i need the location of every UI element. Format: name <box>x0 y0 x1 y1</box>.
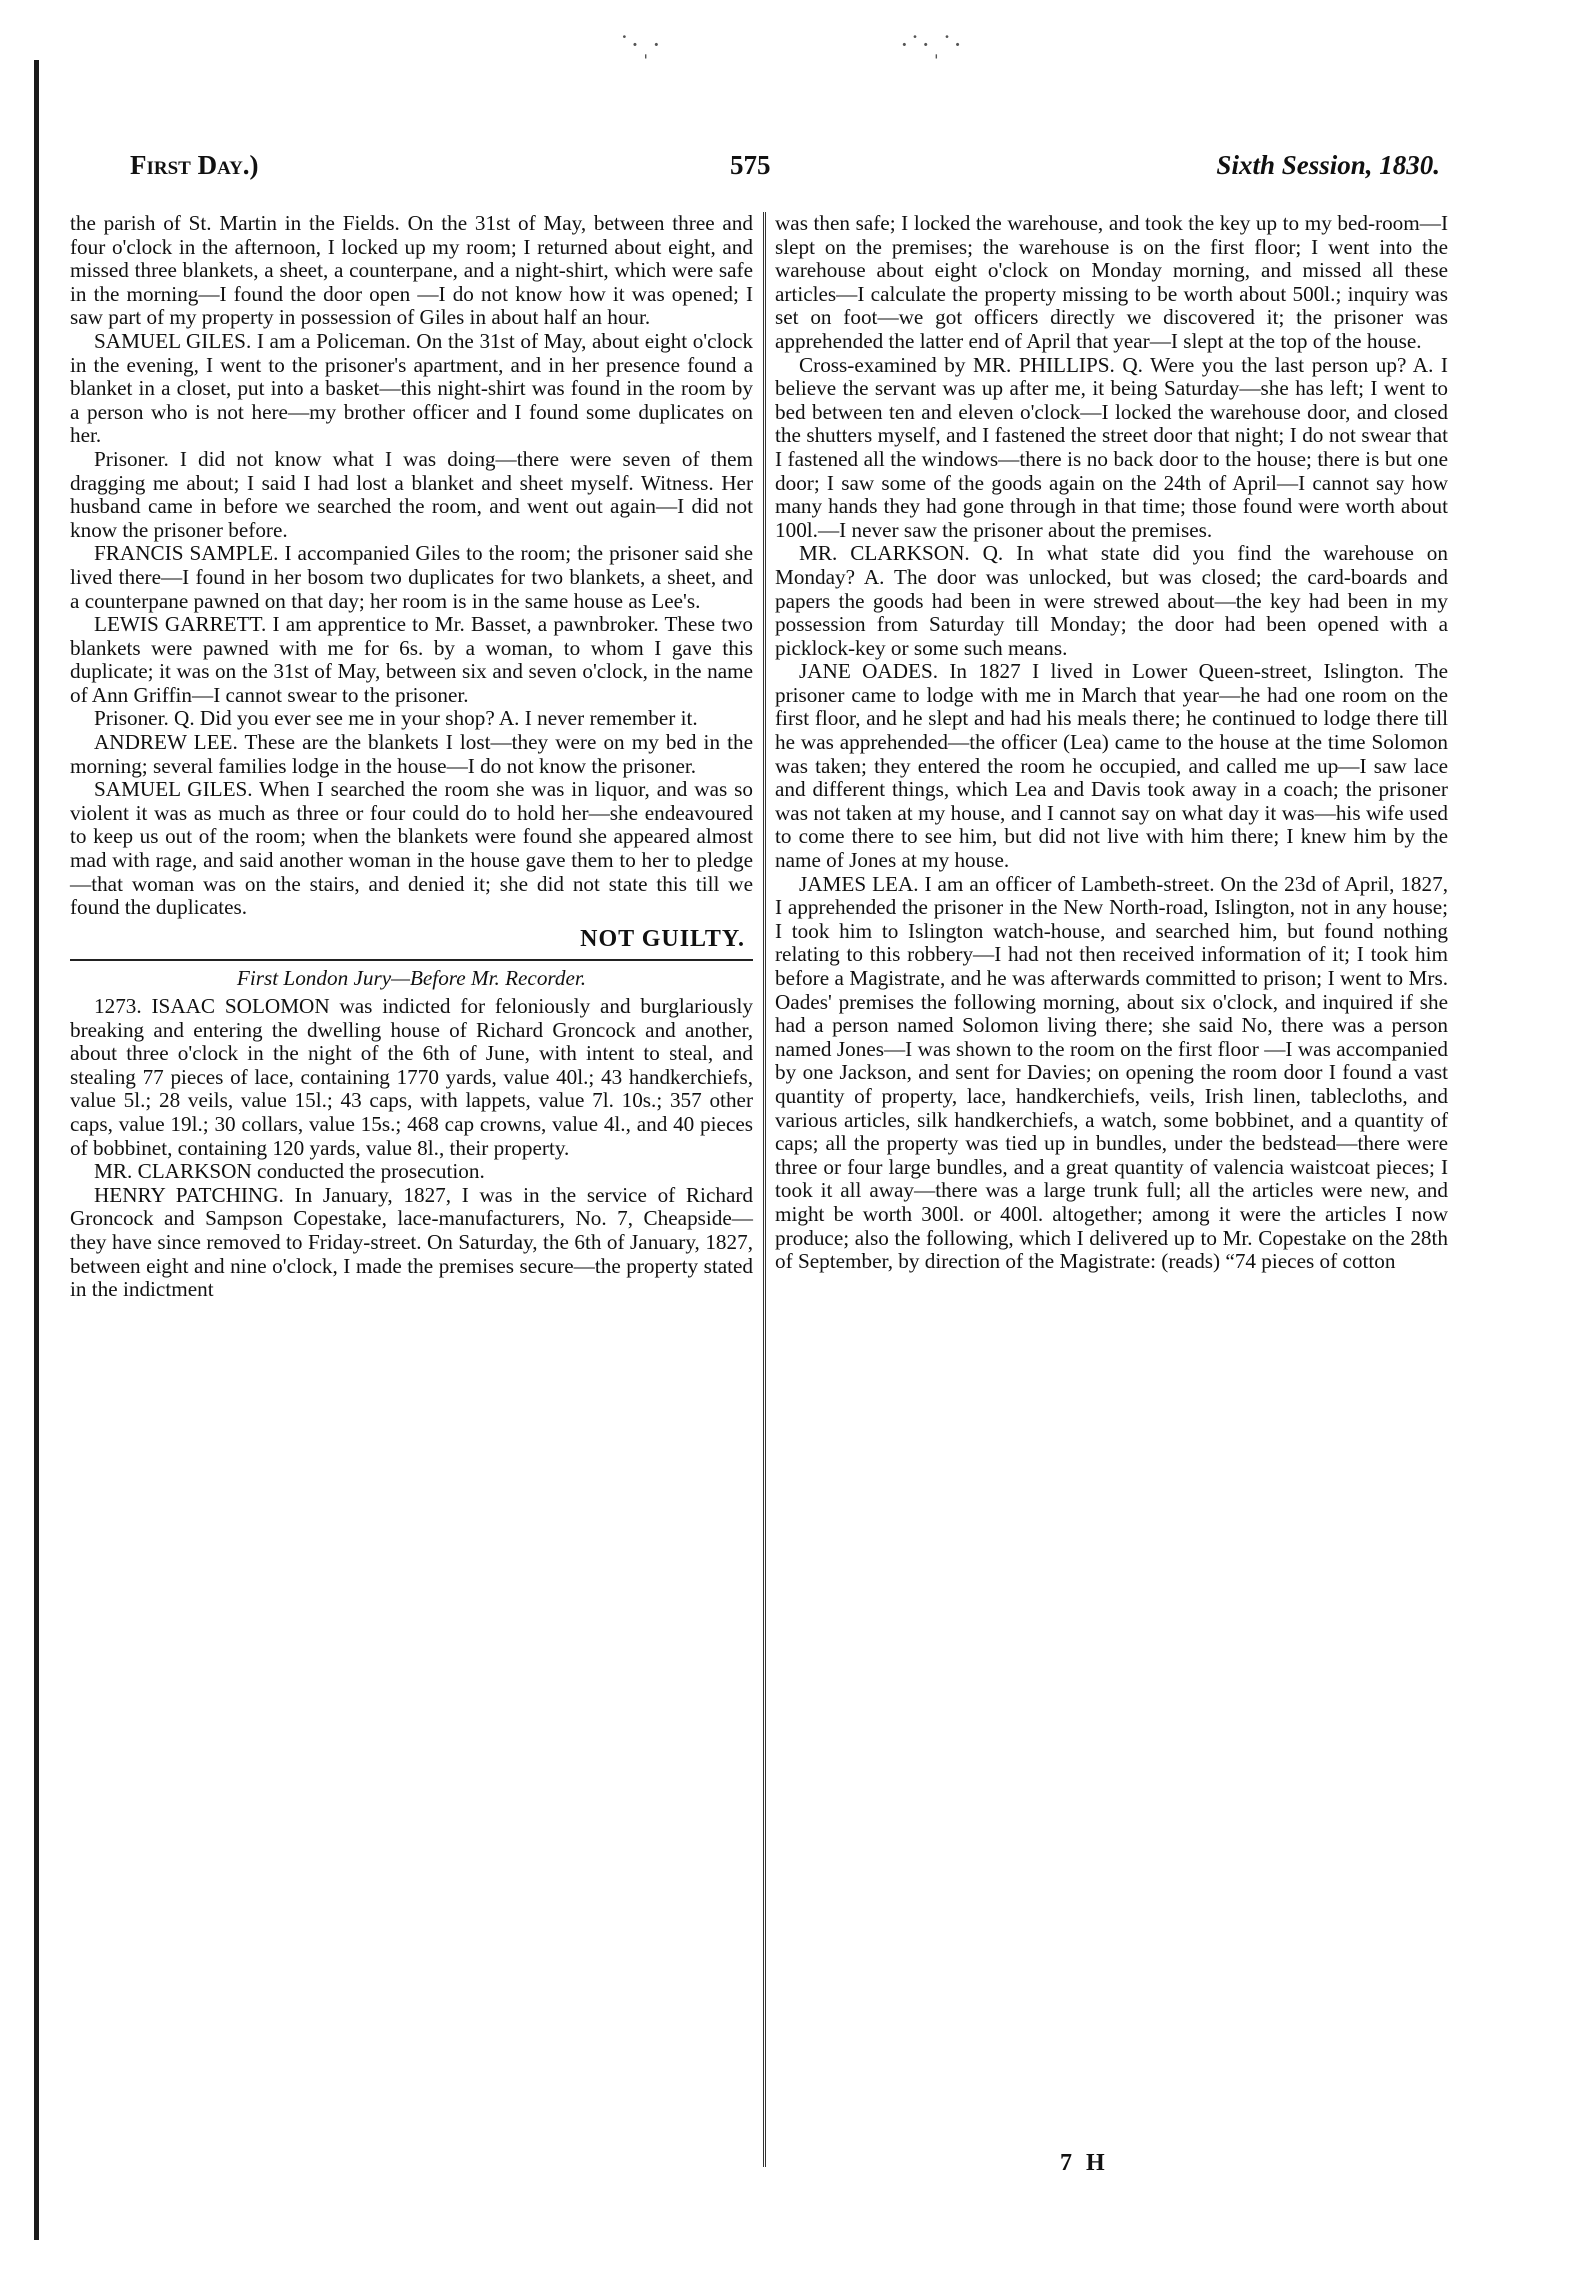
header-left: First Day.) <box>130 150 259 180</box>
signature-mark: 7 H <box>1060 2150 1109 2176</box>
page-number: 575 <box>730 150 771 180</box>
section-rule <box>70 959 753 961</box>
paragraph: SAMUEL GILES. I am a Policeman. On the 31st of May, about eight o'clock in the evening, I went to the prisoner's apartment, and in her presence found a blanket in a closet, put into a basket—this night-shirt was found in the room by a person who is not here—my brother officer and I found some duplicates on her. <box>70 328 753 448</box>
indictment-paragraph: 1273. ISAAC SOLOMON was indicted for feloniously and burglariously breaking and entering the dwelling house of Richard Groncock and another, about three o'clock in the night of the 6th of June, with intent to steal, and stealing 77 pieces of lace, containing 1770 yards, value 40l.; 43 handkerchiefs, value 5l.; 28 veils, value 15l.; 43 caps, with lappets, value 7l. 10s.; 357 other caps, value 19l.; 30 collars, value 15s.; 468 cap crowns, value 4l., and 40 pieces of bobbinet, containing 120 yards, value 8l., their property. <box>70 994 753 1160</box>
paragraph: Cross-examined by MR. PHILLIPS. Q. Were you the last person up? A. I believe the servant was up after me, it being Saturday—she has left; I went to bed between ten and eleven o'clock—I locked the warehouse door, and closed the shutters myself, and I fastened the street door that night; I do not swear that I fastened all the windows—there is no back door to the house; there is but one door; I saw some of the goods again on the 24th of April—I cannot say how many hands they had gone through in that time; those found were worth about 100l.—I never saw the prisoner about the premises. <box>775 352 1448 542</box>
page-header <box>130 150 1440 190</box>
paragraph: SAMUEL GILES. When I searched the room she was in liquor, and was so violent it was as much as three or four could do to hold her—she endeavoured to keep us out of the room; when the blankets were found she appeared almost mad with rage, and said another woman in the house gave them to her to pledge—that woman was on the stairs, and denied it; she did not state this till we found the duplicates. <box>70 777 753 920</box>
ink-smudge: ·˙·ˌ˙· <box>900 30 964 59</box>
paragraph: MR. CLARKSON. Q. In what state did you find the warehouse on Monday? A. The door was unlocked, but was closed; the card-boards and papers the goods had been in were strewed about—the key had been in my possession from Saturday till Monday; the door had been opened with a picklock-key or some such means. <box>775 541 1448 660</box>
ink-smudge: ˙·ˌ· <box>620 30 663 59</box>
paragraph: was then safe; I locked the warehouse, and took the key up to my bed-room—I slept on the premises; the warehouse is on the first floor; I went into the warehouse about eight o'clock on Monday morning, and missed all these articles—I calculate the property missing to be worth about 500l.; inquiry was set on foot—we got officers directly we discovered it; the prisoner was apprehended the latter end of April that year—I slept at the top of the house. <box>775 211 1448 353</box>
left-column <box>70 212 753 1302</box>
paragraph: HENRY PATCHING. In January, 1827, I was in the service of Richard Groncock and Sampson Copestake, lace-manufacturers, No. 7, Cheapside—they have since removed to Friday-street. On Saturday, the 6th of January, 1827, between eight and nine o'clock, I made the premises secure—the property stated in the indictment <box>70 1182 753 1302</box>
paragraph: JAMES LEA. I am an officer of Lambeth-street. On the 23d of April, 1827, I apprehended the prisoner in the New North-road, Islington, not in any house; I took him to Islington watch-house, and searched him, but found nothing relating to this robbery—I had not then received information of it; I took him before a Magistrate, and he was afterwards committed to prison; I went to Mrs. Oades' premises the following morning, about six o'clock, and inquired if she had a person named Solomon living there; she said No, there was a person named Jones—I was shown to the room on the first floor —I was accompanied by one Jackson, and sent for Davies; on opening the room door I found a vast quantity of property, lace, handkerchiefs, veils, Irish linen, tablecloths, and various articles, silk handkerchiefs, a watch, some bobbinet, and a quantity of caps; all the property was tied up in bundles, under the bedstead—there were three or four large bundles, and a great quantity of valencia waistcoat pieces; I took it all away—there was a large trunk full; all the articles were new, and might be worth 300l. or 400l. altogether; among it were the articles I now produce; also the following, which I delivered up to Mr. Copestake on the 28th of September, by direction of the Magistrate: (reads) “74 pieces of cotton <box>775 871 1448 1274</box>
paragraph: ANDREW LEE. These are the blankets I lost—they were on my bed in the morning; several families lodge in the house—I do not know the prisoner. <box>70 730 753 778</box>
jury-heading: First London Jury—Before Mr. Recorder. <box>236 966 587 991</box>
paragraph: LEWIS GARRETT. I am apprentice to Mr. Basset, a pawnbroker. These two blankets were pawned with me for 6s. by a woman, to whom I gave this duplicate; it was on the 31st of May, between six and seven o'clock, in the name of Ann Griffin—I cannot swear to the prisoner. <box>70 612 753 707</box>
paragraph: Prisoner. Q. Did you ever see me in your shop? A. I never remember it. <box>94 706 698 731</box>
right-column <box>775 212 1448 1274</box>
paragraph: the parish of St. Martin in the Fields. On the 31st of May, between three and four o'clock in the afternoon, I locked up my room; I returned about eight, and missed three blankets, a sheet, a counterpane, and a night-shirt, which were safe in the morning—I found the door open —I do not know how it was opened; I saw part of my property in possession of Giles in about half an hour. <box>70 211 753 330</box>
prosecution-note: MR. CLARKSON conducted the prosecution. <box>94 1159 485 1184</box>
column-divider <box>763 212 766 2167</box>
paragraph: Prisoner. I did not know what I was doing—there were seven of them dragging me about; I said I had lost a blanket and sheet myself. Witness. Her husband came in before we searched the room, and went out again—I did not know the prisoner before. <box>70 446 753 542</box>
binding-edge <box>34 60 39 2240</box>
paragraph: FRANCIS SAMPLE. I accompanied Giles to the room; the prisoner said she lived there—I found in her bosom two duplicates for two blankets, a sheet, and a counterpane pawned on that day; her room is in the same house as Lee's. <box>70 541 753 613</box>
header-right: Sixth Session, 1830. <box>1216 150 1440 180</box>
verdict: NOT GUILTY. <box>580 925 745 952</box>
paragraph: JANE OADES. In 1827 I lived in Lower Queen-street, Islington. The prisoner came to lodge with me in March that year—he had one room on the first floor, and he slept and had his meals there; he continued to lodge there till he was apprehended—the officer (Lea) came to the house at the time Solomon was taken; they entered the room he occupied, and called me up—I saw lace and different things, which Lea and Davis took away in a coach; the prisoner was not taken at my house, and I cannot say on what day it was—his wife used to come there to see him, but did not live with him there; I knew him by the name of Jones at my house. <box>775 659 1448 873</box>
